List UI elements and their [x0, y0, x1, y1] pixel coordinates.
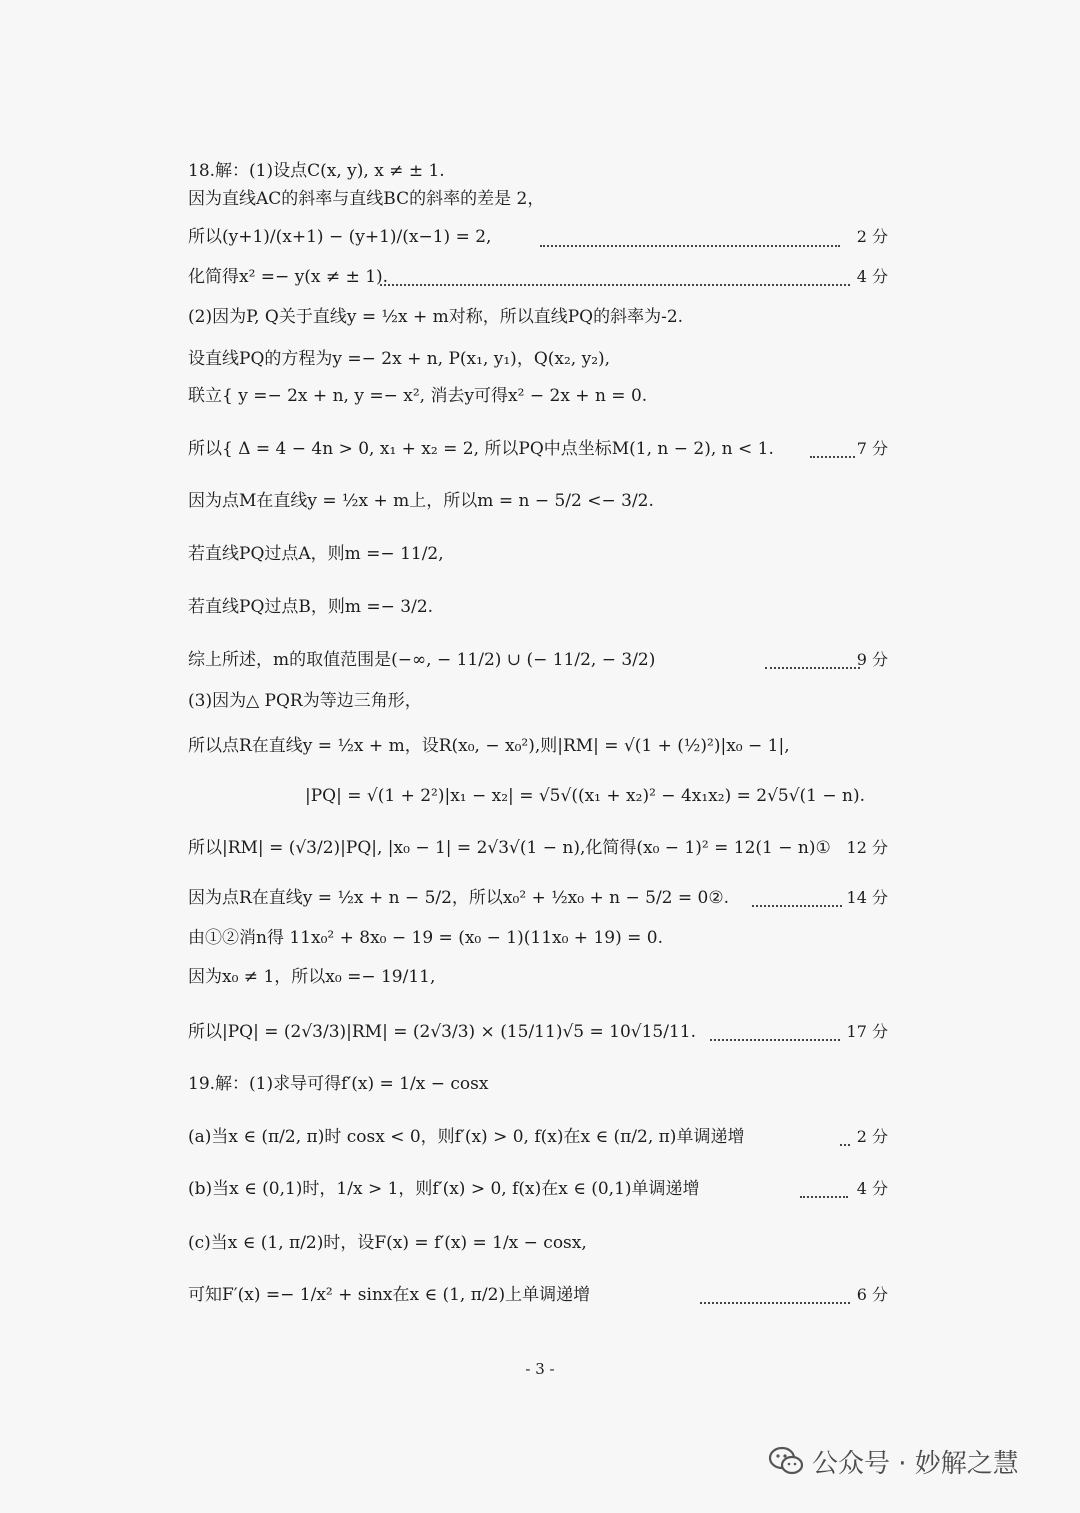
watermark-text: 公众号 · 妙解之慧	[812, 1448, 1019, 1479]
line-18-2a: (2)因为P, Q关于直线y = ½x + m对称，所以直线PQ的斜率为-2.	[188, 307, 684, 327]
dot-leader	[380, 284, 850, 286]
line-18-2e: 因为点M在直线y = ½x + m上，所以m = n − 5/2 <− 3/2.	[188, 491, 654, 511]
line-18-1b: 所以(y+1)/(x+1) − (y+1)/(x−1) = 2,	[188, 227, 492, 247]
score: 2 分	[856, 227, 888, 246]
line-18-1c: 化简得x² =− y(x ≠ ± 1).	[188, 267, 389, 287]
score: 6 分	[856, 1285, 888, 1304]
score: 14 分	[846, 888, 888, 907]
line-18-2h: 综上所述，m的取值范围是(−∞, − 11/2) ∪ (− 11/2, − 3/2)	[188, 650, 656, 670]
dot-leader	[540, 245, 840, 247]
line-19-d: 可知F′(x) =− 1/x² + sinx在x ∈ (1, π/2)上单调递增	[188, 1285, 591, 1305]
line-19-a: (a)当x ∈ (π/2, π)时 cosx < 0，则f′(x) > 0, f(x)在x ∈ (π/2, π)单调递增	[188, 1127, 745, 1147]
dot-leader	[810, 456, 855, 458]
line-18-2d: 所以{ Δ = 4 − 4n > 0, x₁ + x₂ = 2, 所以PQ中点坐标M(1, n − 2), n < 1.	[188, 439, 774, 459]
line-19-b: (b)当x ∈ (0,1)时，1/x > 1，则f′(x) > 0, f(x)在x ∈ (0,1)单调递增	[188, 1179, 700, 1199]
score: 12 分	[846, 838, 888, 857]
line-18-2f: 若直线PQ过点A，则m =− 11/2,	[188, 544, 444, 564]
dot-leader	[840, 1144, 850, 1146]
line-19-title: 19.解：(1)求导可得f′(x) = 1/x − cosx	[188, 1074, 489, 1094]
dot-leader	[765, 667, 860, 669]
watermark	[768, 1444, 1019, 1478]
dot-leader	[752, 905, 842, 907]
line-18-3d: 所以|RM| = (√3/2)|PQ|, |x₀ − 1| = 2√3√(1 − n),化简得(x₀ − 1)² = 12(1 − n)①	[188, 838, 831, 858]
page-number: - 3 -	[525, 1360, 555, 1378]
score: 9 分	[856, 650, 888, 669]
line-18-3f: 由①②消n得 11x₀² + 8x₀ − 19 = (x₀ − 1)(11x₀ + 19) = 0.	[188, 928, 663, 948]
score: 4 分	[856, 1179, 888, 1198]
line-18-2b: 设直线PQ的方程为y =− 2x + n, P(x₁, y₁)，Q(x₂, y₂),	[188, 349, 611, 369]
dot-leader	[700, 1302, 850, 1304]
line-18-1a: 因为直线AC的斜率与直线BC的斜率的差是 2，	[188, 189, 545, 209]
line-18-3g: 因为x₀ ≠ 1，所以x₀ =− 19/11,	[188, 967, 436, 987]
line-18-3b: 所以点R在直线y = ½x + m，设R(x₀, − x₀²),则|RM| = √(1 + (½)²)|x₀ − 1|,	[188, 736, 790, 756]
line-18-2c: 联立{ y =− 2x + n, y =− x², 消去y可得x² − 2x + n = 0.	[188, 386, 648, 406]
line-18-3h: 所以|PQ| = (2√3/3)|RM| = (2√3/3) × (15/11)√5 = 10√15/11.	[188, 1022, 697, 1042]
score: 4 分	[856, 267, 888, 286]
dot-leader	[800, 1196, 848, 1198]
line-19-c: (c)当x ∈ (1, π/2)时，设F(x) = f′(x) = 1/x − cosx,	[188, 1233, 587, 1253]
score: 7 分	[856, 439, 888, 458]
line-18-3e: 因为点R在直线y = ½x + n − 5/2，所以x₀² + ½x₀ + n − 5/2 = 0②.	[188, 888, 730, 908]
line-18-2g: 若直线PQ过点B，则m =− 3/2.	[188, 597, 434, 617]
line-18-3c: |PQ| = √(1 + 2²)|x₁ − x₂| = √5√((x₁ + x₂)² − 4x₁x₂) = 2√5√(1 − n).	[305, 786, 866, 806]
score: 2 分	[856, 1127, 888, 1146]
dot-leader	[710, 1039, 840, 1041]
line-18-3a: (3)因为△ PQR为等边三角形，	[188, 691, 422, 711]
line-18-title: 18.解：(1)设点C(x, y), x ≠ ± 1.	[188, 161, 445, 181]
score: 17 分	[846, 1022, 888, 1041]
wechat-icon	[768, 1445, 804, 1477]
